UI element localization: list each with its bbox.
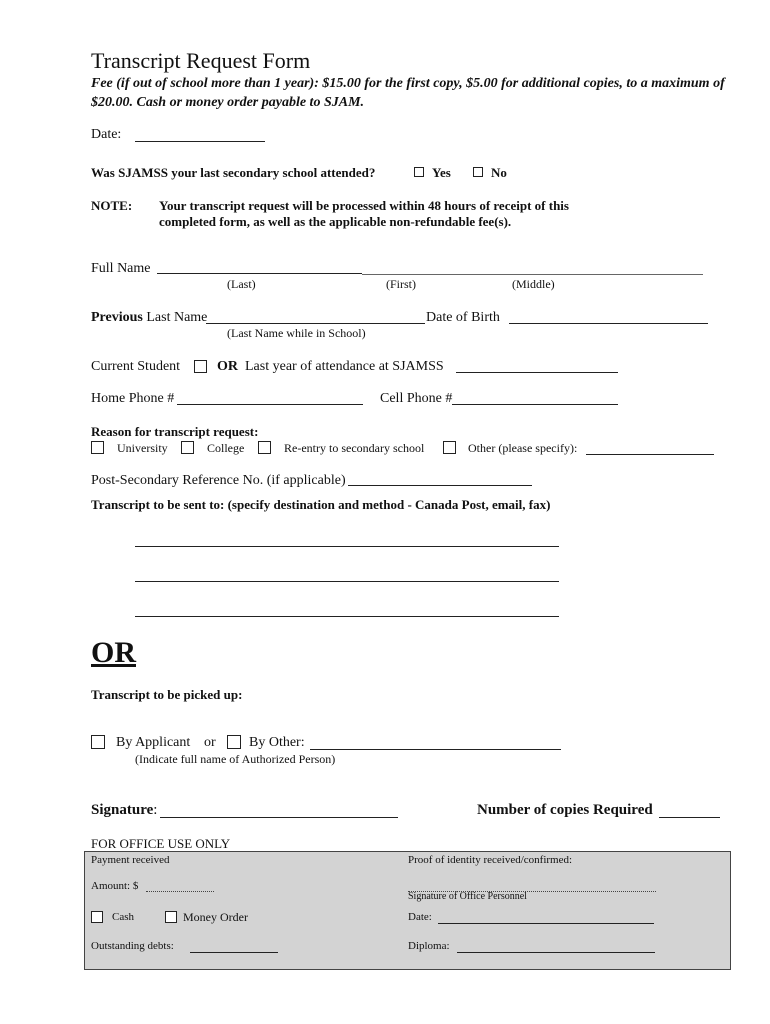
- post-secondary-label: Post-Secondary Reference No. (if applicable): [91, 473, 346, 488]
- note-line-1: Your transcript request will be processed within 48 hours of receipt of this: [159, 198, 569, 213]
- date-label: Date:: [91, 127, 122, 142]
- payment-received-label: Payment received: [91, 854, 170, 866]
- college-label: College: [207, 441, 245, 455]
- yes-label: Yes: [432, 165, 451, 180]
- last-name-field[interactable]: [157, 273, 362, 274]
- other-label: Other (please specify):: [468, 441, 578, 455]
- money-order-checkbox[interactable]: [165, 911, 177, 923]
- office-date-label: Date:: [408, 911, 432, 923]
- or-divider: OR: [91, 636, 136, 669]
- fee-note: Fee (if out of school more than 1 year): $15.00 for the first copy, $5.00 for additional copies, to a maximum of $20.00. Cash or money order payable to SJAM.: [91, 76, 725, 110]
- destination-line-1[interactable]: [135, 546, 559, 547]
- date-field[interactable]: [135, 141, 265, 142]
- amount-field[interactable]: [146, 891, 214, 892]
- previous-name-hint: (Last Name while in School): [227, 326, 366, 340]
- yes-checkbox[interactable]: [414, 167, 424, 177]
- office-date-field[interactable]: [438, 923, 654, 924]
- pickup-heading: Transcript to be picked up:: [91, 687, 243, 702]
- cash-checkbox[interactable]: [91, 911, 103, 923]
- last-year-field[interactable]: [456, 372, 618, 373]
- pickup-or-label: or: [204, 735, 216, 750]
- no-checkbox[interactable]: [473, 167, 483, 177]
- college-checkbox[interactable]: [181, 441, 194, 454]
- previous-name-field[interactable]: [206, 323, 425, 324]
- by-other-label: By Other:: [249, 735, 305, 750]
- dob-field[interactable]: [509, 323, 708, 324]
- cell-phone-field[interactable]: [452, 404, 618, 405]
- note-line-2: completed form, as well as the applicable non-refundable fee(s).: [159, 214, 512, 229]
- cell-phone-label: Cell Phone #: [380, 391, 453, 406]
- last-school-question: Was SJAMSS your last secondary school attended?: [91, 165, 376, 180]
- reentry-label: Re-entry to secondary school: [284, 441, 425, 455]
- by-applicant-checkbox[interactable]: [91, 735, 105, 749]
- signature-field[interactable]: [160, 817, 398, 818]
- office-use-heading: FOR OFFICE USE ONLY: [91, 836, 231, 851]
- university-label: University: [117, 441, 168, 455]
- amount-label: Amount: $: [91, 880, 139, 892]
- authorized-person-hint: (Indicate full name of Authorized Person): [135, 752, 336, 766]
- signature-label: Signature:: [91, 802, 158, 818]
- reason-heading: Reason for transcript request:: [91, 424, 259, 439]
- current-student-label: Current Student: [91, 359, 181, 374]
- dob-label: Date of Birth: [426, 310, 500, 325]
- university-checkbox[interactable]: [91, 441, 104, 454]
- reentry-checkbox[interactable]: [258, 441, 271, 454]
- by-other-checkbox[interactable]: [227, 735, 241, 749]
- authorized-person-field[interactable]: [310, 749, 561, 750]
- office-signature-label: Signature of Office Personnel: [408, 891, 527, 902]
- outstanding-debts-field[interactable]: [190, 952, 278, 953]
- first-hint: (First): [386, 277, 416, 291]
- home-phone-label: Home Phone #: [91, 391, 175, 406]
- middle-hint: (Middle): [512, 277, 555, 291]
- diploma-field[interactable]: [457, 952, 655, 953]
- by-applicant-label: By Applicant: [116, 735, 191, 750]
- previous-name-label: Previous Last Name: [91, 310, 208, 325]
- no-label: No: [491, 165, 507, 180]
- diploma-label: Diploma:: [408, 940, 450, 952]
- first-middle-name-field[interactable]: [362, 274, 703, 275]
- form-title: Transcript Request Form: [91, 48, 311, 73]
- note-label: NOTE:: [91, 198, 133, 213]
- other-specify-field[interactable]: [586, 454, 714, 455]
- cash-label: Cash: [112, 911, 134, 923]
- or-label: OR: [217, 359, 238, 374]
- office-use-section: [84, 851, 731, 970]
- proof-identity-label: Proof of identity received/confirmed:: [408, 854, 573, 866]
- current-student-checkbox[interactable]: [194, 360, 207, 373]
- full-name-label: Full Name: [91, 261, 151, 276]
- destination-line-2[interactable]: [135, 581, 559, 582]
- other-checkbox[interactable]: [443, 441, 456, 454]
- send-to-label: Transcript to be sent to: (specify destination and method - Canada Post, email, fax): [91, 497, 551, 512]
- home-phone-field[interactable]: [177, 404, 363, 405]
- post-secondary-field[interactable]: [348, 485, 532, 486]
- last-year-label: Last year of attendance at SJAMSS: [245, 359, 444, 374]
- copies-field[interactable]: [659, 817, 720, 818]
- money-order-label: Money Order: [183, 910, 248, 924]
- destination-line-3[interactable]: [135, 616, 559, 617]
- outstanding-debts-label: Outstanding debts:: [91, 940, 174, 952]
- copies-label: Number of copies Required: [477, 802, 653, 818]
- last-hint: (Last): [227, 277, 256, 291]
